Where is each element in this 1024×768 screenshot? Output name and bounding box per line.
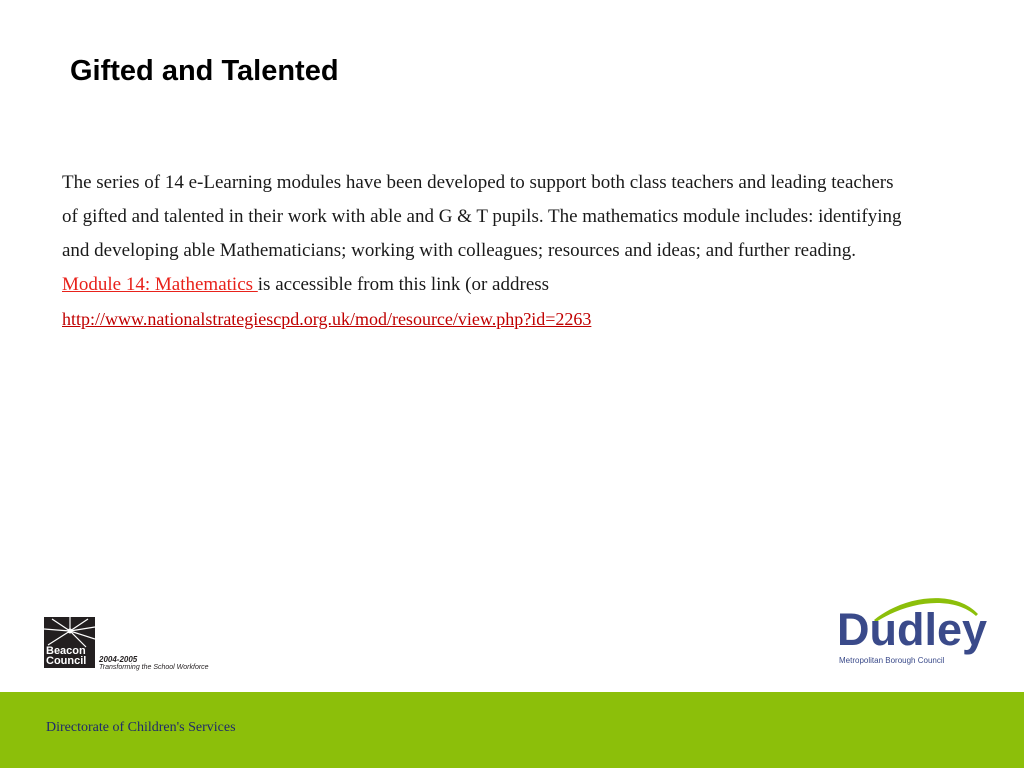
beacon-years: 2004-2005 bbox=[99, 655, 138, 664]
footer-text: Directorate of Children's Services bbox=[46, 720, 236, 735]
beacon-council-logo bbox=[44, 617, 214, 669]
body-text-continuation: is accessible from this link (or address bbox=[257, 274, 550, 295]
beacon-word: Beacon bbox=[46, 645, 86, 657]
body-text-intro: The series of 14 e-Learning modules have been developed to support both class teachers and leading teachers of gifted and talented in their work with able and G & T pupils. The mathematics module includes: identifying and developing able Mathematicians; working with colleagues; resources and ideas; and further reading. bbox=[62, 172, 902, 261]
slide-title: Gifted and Talented bbox=[70, 55, 339, 87]
beacon-tagline: Transforming the School Workforce bbox=[99, 664, 209, 671]
footer-band bbox=[0, 692, 1024, 768]
dudley-subtitle: Metropolitan Borough Council bbox=[839, 656, 945, 665]
module-14-link[interactable]: Module 14: Mathematics bbox=[62, 274, 258, 295]
dudley-logo bbox=[836, 592, 988, 667]
dudley-wordmark: Dudley bbox=[837, 604, 988, 655]
beacon-square bbox=[44, 617, 95, 668]
council-word: Council bbox=[46, 655, 87, 667]
module-url-link[interactable]: http://www.nationalstrategiescpd.org.uk/mod/resource/view.php?id=2263 bbox=[62, 309, 592, 329]
body-paragraph bbox=[62, 166, 912, 337]
